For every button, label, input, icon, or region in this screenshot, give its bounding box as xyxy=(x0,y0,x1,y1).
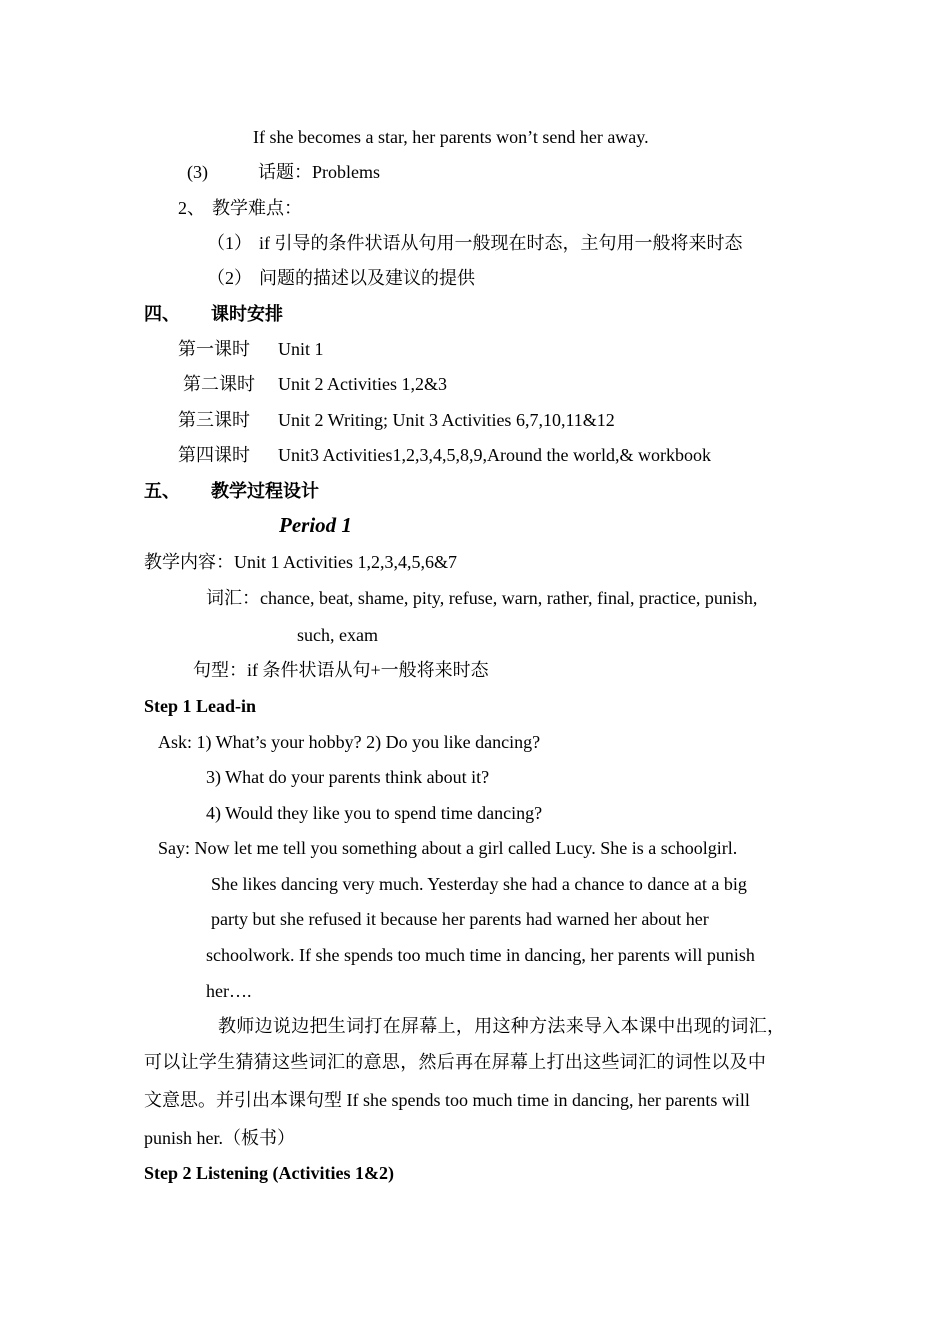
example-sentence: If she becomes a star, her parents won’t send her away. xyxy=(253,127,649,147)
schedule-label: 第四课时 xyxy=(178,445,250,465)
section-number: 2、 xyxy=(178,198,205,218)
schedule-label: 第一课时 xyxy=(178,339,250,359)
say-line: schoolwork. If she spends too much time in dancing, her parents will punish xyxy=(206,945,755,965)
schedule-content: Unit3 Activities1,2,3,4,5,8,9,Around the world,& workbook xyxy=(278,445,711,465)
teacher-note: 教师边说边把生词打在屏幕上，用这种方法来导入本课中出现的词汇， xyxy=(218,1016,786,1036)
say-line: She likes dancing very much. Yesterday she had a chance to dance at a big xyxy=(211,874,747,894)
list-number: （2） xyxy=(207,268,252,288)
step-heading: Step 2 Listening (Activities 1&2) xyxy=(144,1163,394,1183)
schedule-label: 第三课时 xyxy=(178,410,250,430)
difficulty-item: 问题的描述以及建议的提供 xyxy=(259,268,475,288)
topic-line: 话题：Problems xyxy=(258,162,381,182)
schedule-label: 第二课时 xyxy=(183,374,255,394)
schedule-content: Unit 1 xyxy=(278,339,324,359)
teaching-content: 教学内容：Unit 1 Activities 1,2,3,4,5,6&7 xyxy=(144,552,457,572)
section-number: 五、 xyxy=(144,481,180,501)
ask-line: 3) What do your parents think about it? xyxy=(206,767,490,787)
say-line: Say: Now let me tell you something about a girl called Lucy. She is a schoolgirl. xyxy=(158,838,738,858)
teacher-note: 文意思。并引出本课句型 If she spends too much time in dancing, her parents will xyxy=(144,1090,750,1110)
period-title: Period 1 xyxy=(279,513,352,537)
list-number: （1） xyxy=(207,233,252,253)
vocabulary-line: such, exam xyxy=(297,625,378,645)
schedule-content: Unit 2 Activities 1,2&3 xyxy=(278,374,447,394)
section-heading: 课时安排 xyxy=(211,304,283,324)
teacher-note: 可以让学生猜猜这些词汇的意思，然后再在屏幕上打出这些词汇的词性以及中 xyxy=(144,1052,767,1072)
vocabulary-line: 词汇：chance, beat, shame, pity, refuse, warn, rather, final, practice, punish, xyxy=(206,588,758,608)
step-heading: Step 1 Lead-in xyxy=(144,696,257,716)
say-line: her…. xyxy=(206,981,252,1001)
schedule-content: Unit 2 Writing; Unit 3 Activities 6,7,10,11&12 xyxy=(278,410,615,430)
section-number: 四、 xyxy=(144,304,180,324)
teacher-note: punish her.（板书） xyxy=(144,1128,295,1148)
say-line: party but she refused it because her parents had warned her about her xyxy=(211,909,709,929)
sentence-pattern: 句型：if 条件状语从句+一般将来时态 xyxy=(193,660,489,680)
section-heading: 教学过程设计 xyxy=(211,481,319,501)
ask-line: 4) Would they like you to spend time dancing? xyxy=(206,803,543,823)
difficulty-item: if 引导的条件状语从句用一般现在时态，主句用一般将来时态 xyxy=(259,233,743,253)
ask-line: Ask: 1) What’s your hobby? 2) Do you like dancing? xyxy=(158,732,541,752)
list-number: (3) xyxy=(187,162,208,182)
difficulty-heading: 教学难点： xyxy=(212,198,302,218)
